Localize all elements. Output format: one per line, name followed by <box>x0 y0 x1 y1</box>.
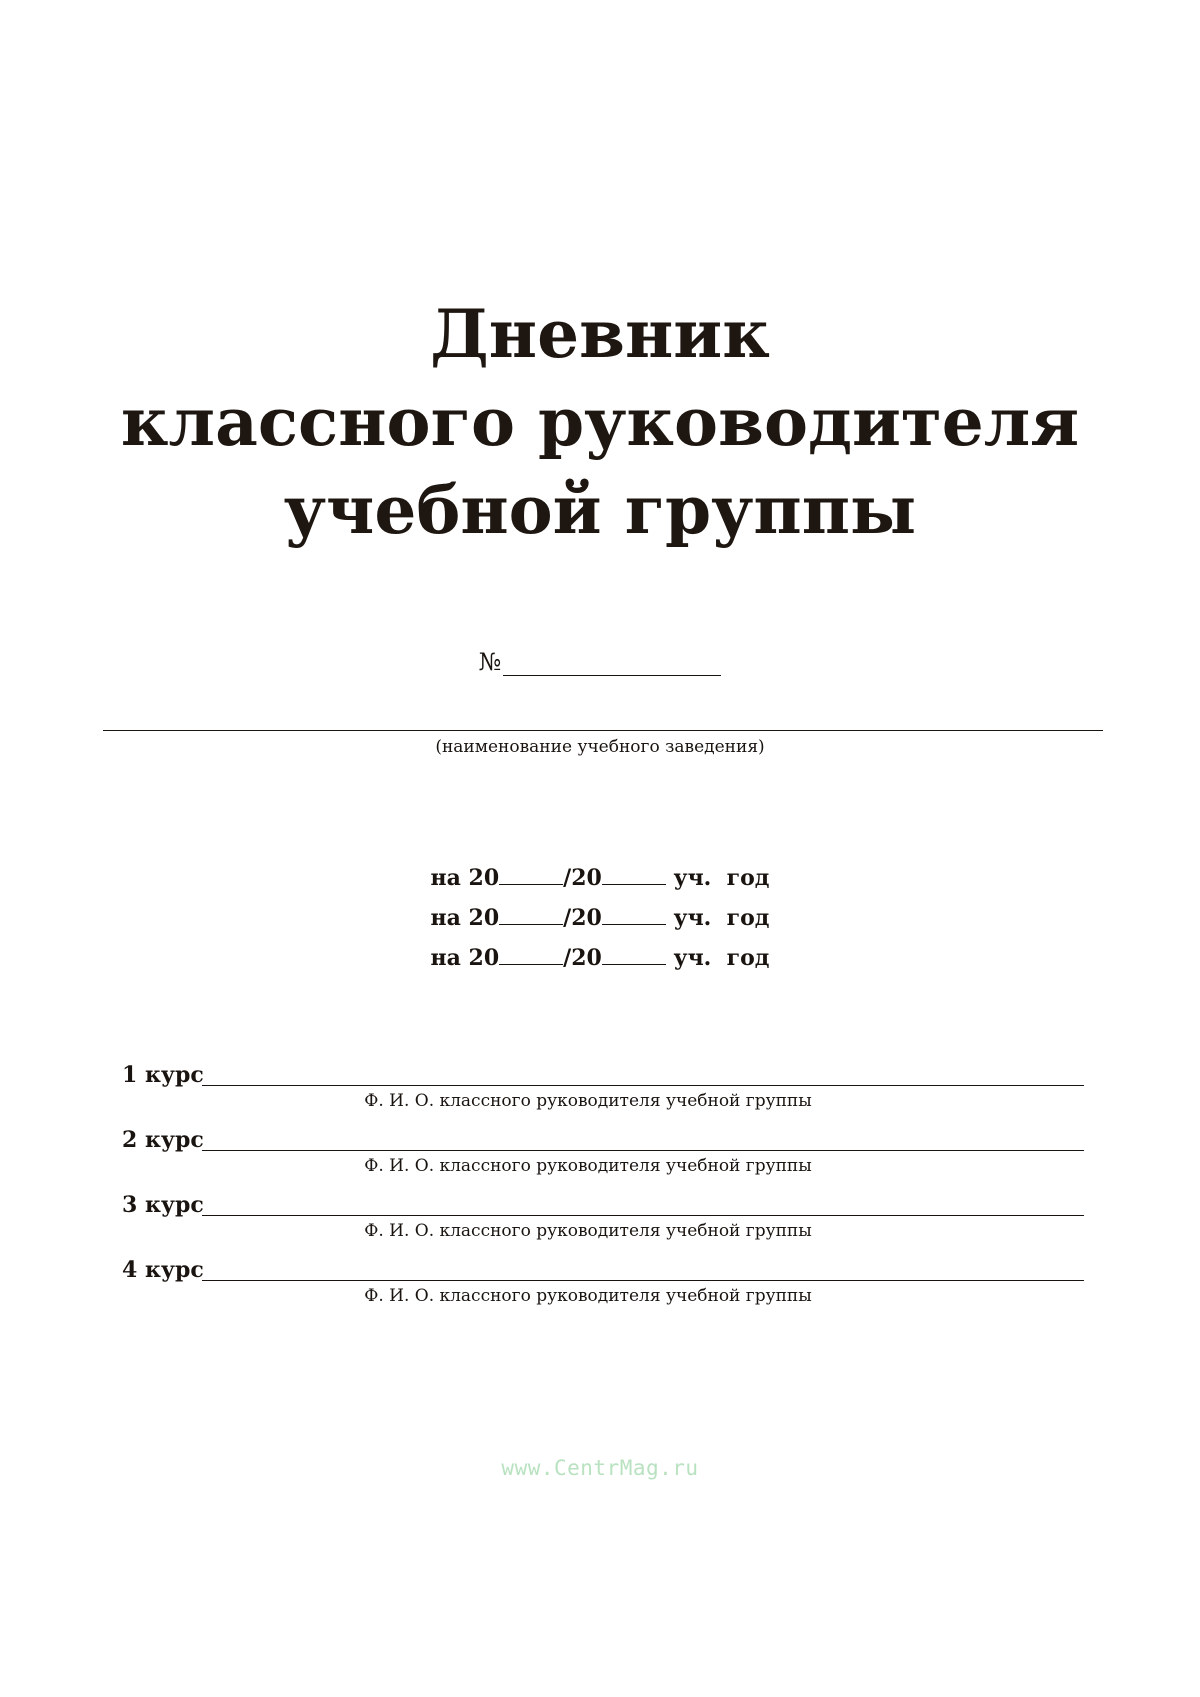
course-caption: Ф. И. О. классного руководителя учебной группы <box>364 1221 812 1241</box>
course-label: 3 курс <box>122 1192 204 1218</box>
year-blank-end <box>602 866 666 885</box>
course-4 <box>122 1255 1084 1307</box>
course-caption: Ф. И. О. классного руководителя учебной группы <box>364 1091 812 1111</box>
year-row-3 <box>0 938 1200 978</box>
year-blank-end <box>602 906 666 925</box>
year-prefix: на 20 <box>430 945 500 971</box>
course-caption: Ф. И. О. классного руководителя учебной группы <box>364 1156 812 1176</box>
year-separator: /20 <box>563 945 602 971</box>
year-separator: /20 <box>563 905 602 931</box>
institution-caption: (наименование учебного заведения) <box>435 737 765 757</box>
course-label: 1 курс <box>122 1062 204 1088</box>
title-line-1: Дневник <box>430 295 770 373</box>
course-blank-line <box>202 1215 1084 1216</box>
year-separator: /20 <box>563 865 602 891</box>
year-suffix: уч. год <box>673 945 770 971</box>
academic-years <box>0 858 1200 978</box>
number-sign-label: № <box>478 648 502 676</box>
year-row-1 <box>0 858 1200 898</box>
course-2 <box>122 1125 1084 1177</box>
course-line <box>122 1255 1084 1285</box>
course-blank-line <box>202 1150 1084 1151</box>
course-line <box>122 1125 1084 1155</box>
year-blank-start <box>499 866 563 885</box>
course-line <box>122 1190 1084 1220</box>
year-suffix: уч. год <box>673 865 770 891</box>
number-field <box>0 648 1200 676</box>
year-blank-end <box>602 946 666 965</box>
title-line-3: учебной группы <box>283 471 917 549</box>
course-line <box>122 1060 1084 1090</box>
site-watermark: www.CentrMag.ru <box>501 1456 699 1480</box>
year-prefix: на 20 <box>430 905 500 931</box>
course-caption: Ф. И. О. классного руководителя учебной группы <box>364 1286 812 1306</box>
year-prefix: на 20 <box>430 865 500 891</box>
year-row-2 <box>0 898 1200 938</box>
year-blank-start <box>499 946 563 965</box>
number-blank-line <box>503 653 721 676</box>
course-label: 4 курс <box>122 1257 204 1283</box>
course-1 <box>122 1060 1084 1112</box>
course-blank-line <box>202 1085 1084 1086</box>
institution-blank-line <box>103 730 1103 731</box>
course-label: 2 курс <box>122 1127 204 1153</box>
year-blank-start <box>499 906 563 925</box>
course-blank-line <box>202 1280 1084 1281</box>
course-3 <box>122 1190 1084 1242</box>
year-suffix: уч. год <box>673 905 770 931</box>
document-title <box>0 290 1200 554</box>
title-line-2: классного руководителя <box>120 383 1080 461</box>
